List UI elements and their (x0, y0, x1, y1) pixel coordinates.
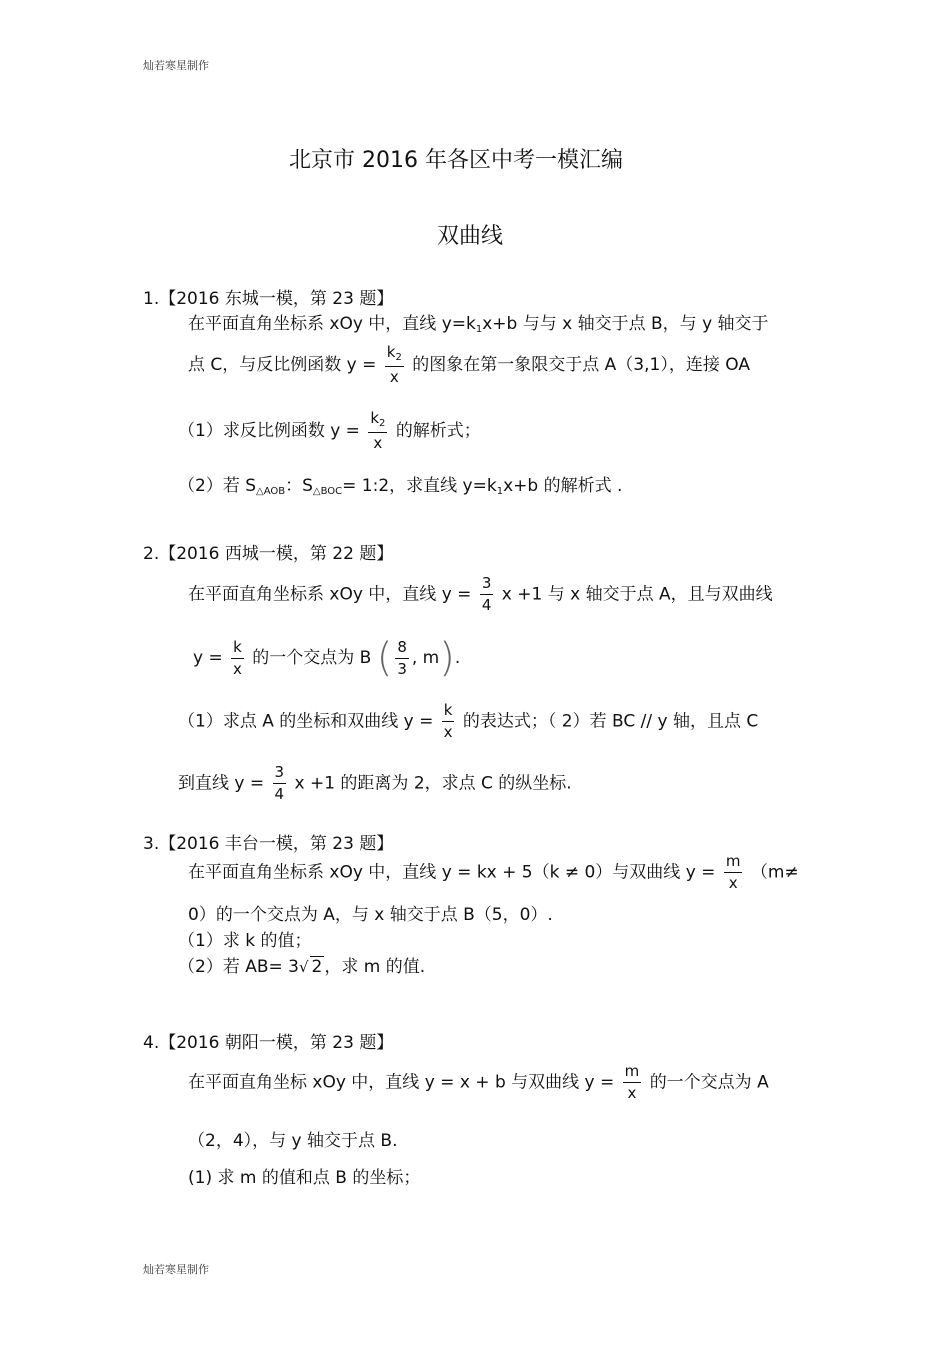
q2-fraction-3-4: $\frac{3}{4}$ (481, 574, 492, 614)
header-note: 灿若寒星制作 (143, 59, 209, 72)
footer-note: 灿若寒星制作 (143, 1263, 209, 1276)
q3-part2: （2）若 AB= 3√ 2 ，求 m 的值. (178, 957, 426, 977)
q2-part1: （1）求点 A 的坐标和双曲线 y = $\frac{k}{x}$ 的表达式；（ 2）若 BC // y 轴，且点 C (178, 701, 759, 741)
q1-heading: 1.【2016 东城一模，第 23 题】 (143, 289, 394, 309)
q3-line1: 在平面直角坐标系 xOy 中，直线 y = kx + 5（k ≠ 0）与双曲线 y = $\frac{m}{x}$ （m≠ (188, 852, 799, 892)
q1-part2: （2）若 $S_{\triangle AOB}$：$S_{\triangle BOC}=$ 1:2，求直线 $y=k_1x+b$ 的解析式 . (178, 476, 623, 497)
left-paren: ( (376, 635, 393, 681)
q2-heading: 2.【2016 西城一模，第 22 题】 (143, 544, 394, 564)
q4-line1: 在平面直角坐标 xOy 中，直线 y = x + b 与双曲线 y = $\frac{m}{x}$ 的一个交点为 A (188, 1062, 769, 1102)
q3-heading: 3.【2016 丰台一模，第 23 题】 (143, 834, 394, 854)
q2-part2-fraction: $\frac{3}{4}$ (274, 763, 285, 803)
q1-part1-fraction: $\frac{k_2}{x}$ (370, 409, 386, 452)
q1-fraction-k2-x: $\frac{k_2}{x}$ (386, 343, 402, 386)
q2-line2: y = $\frac{k}{x}$ 的一个交点为 B ( $\frac{8}{3}$ , m). (193, 635, 461, 681)
q3-part1: （1）求 k 的值； (178, 931, 312, 951)
q2-part1-fraction: $\frac{k}{x}$ (443, 701, 453, 741)
q1-part1: （1）求反比例函数 y = $\frac{k_2}{x}$ 的解析式； (178, 409, 481, 452)
q2-fraction-k-x: $\frac{k}{x}$ (233, 637, 242, 678)
page-title: 北京市 2016 年各区中考一模汇编 (289, 148, 623, 173)
q3-fraction-m-x: $\frac{m}{x}$ (725, 852, 741, 892)
q4-line2: （2，4），与 y 轴交于点 B. (188, 1131, 398, 1151)
q2-part2: 到直线 y = $\frac{3}{4}$ x +1 的距离为 2，求点 C 的纵坐标. (178, 763, 572, 803)
q4-heading: 4.【2016 朝阳一模，第 23 题】 (143, 1033, 394, 1053)
q2-line1: 在平面直角坐标系 xOy 中，直线 y = $\frac{3}{4}$ x +1 与 x 轴交于点 A，且与双曲线 (188, 574, 773, 614)
q4-fraction-m-x: $\frac{m}{x}$ (624, 1062, 640, 1102)
q1-line2: 点 C，与反比例函数 y = $\frac{k_2}{x}$ 的图象在第一象限交于点 A（3,1），连接 OA (188, 343, 750, 386)
q2-fraction-8-3: $\frac{8}{3}$ (397, 637, 407, 678)
page-subtitle: 双曲线 (437, 224, 504, 249)
right-paren: ) (439, 635, 455, 681)
q3-line2: 0）的一个交点为 A，与 x 轴交于点 B（5，0）. (188, 905, 553, 925)
q4-part1: (1) 求 m 的值和点 B 的坐标； (188, 1168, 421, 1188)
q1-line1: 在平面直角坐标系 xOy 中，直线 $y=k_1x+b$ 与与 x 轴交于点 B，与 y 轴交于 (188, 314, 769, 335)
